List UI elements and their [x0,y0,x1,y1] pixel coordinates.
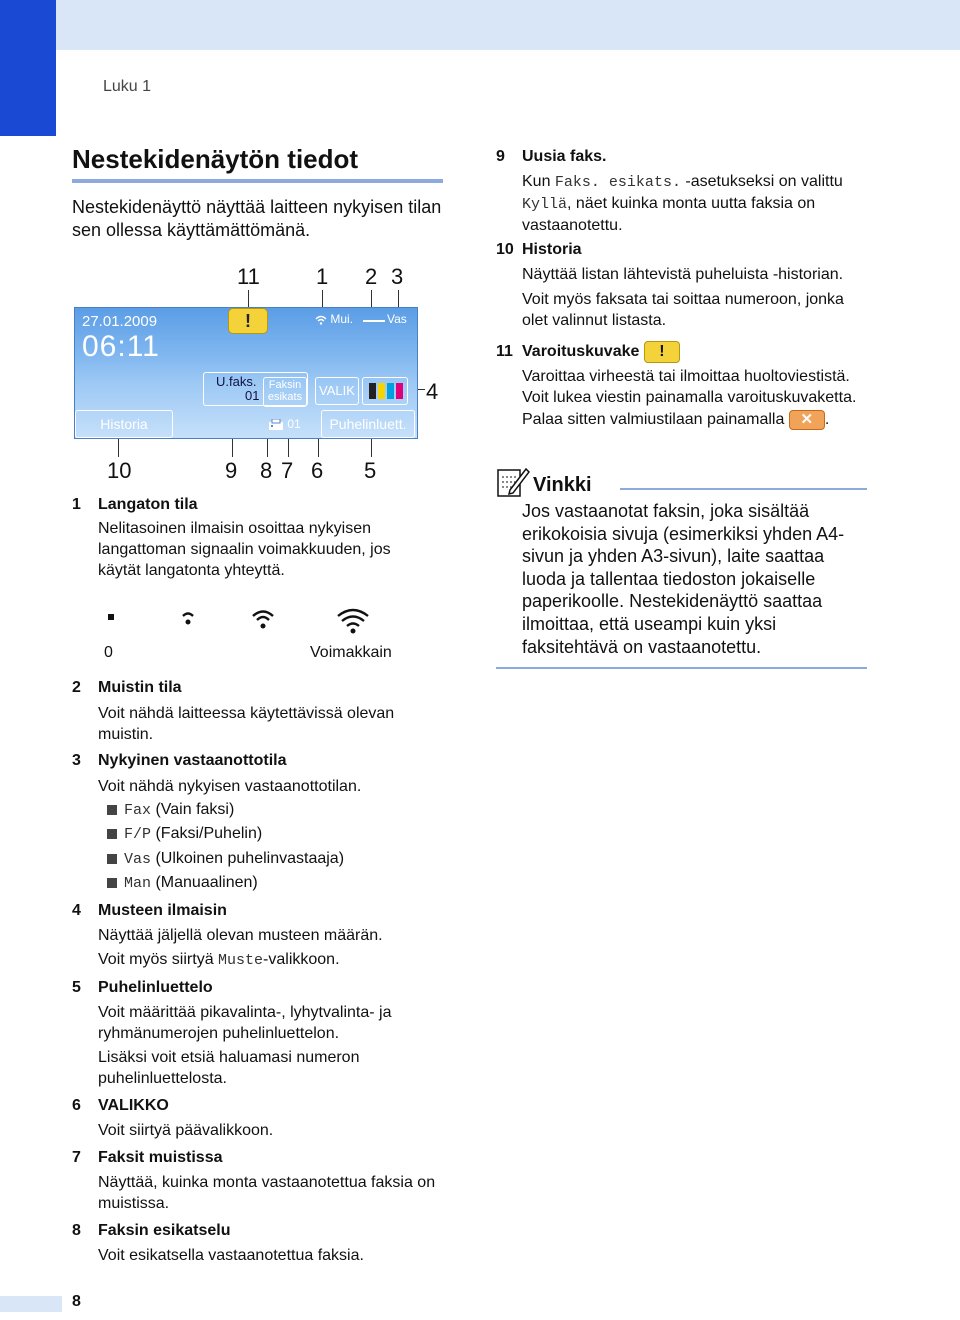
memory-status [315,312,353,326]
history-button[interactable]: Historia [75,410,173,438]
title-underline [72,179,443,183]
item-heading: Faksit muistissa [98,1149,223,1166]
callout-1: 1 [316,264,329,289]
callout-3: 3 [391,264,404,289]
item-text-2: Voit myös faksata tai soittaa numeroon, jonka olet valinnut listasta. [522,291,844,329]
signal-levels-icon [104,608,394,638]
phonebook-button[interactable]: Puhelinluett. [321,410,415,438]
item-heading: Historia [522,241,582,258]
lcd-date: 27.01.2009 [82,313,158,330]
ink-level-icon [363,378,407,404]
mode-code: Man [124,875,152,892]
item-text-2: Voit lukea viestin painamalla varoituskuvaketta. Palaa sitten valmiustilaan painamalla ✕ . [522,389,857,428]
item-number: 9 [496,148,505,165]
callout-9: 9 [225,458,238,483]
receive-mode: Vas [387,312,407,326]
leader-line [118,437,119,457]
callout-5: 5 [364,458,377,483]
item-text: Voit nähdä nykyisen vastaanottotilan. [98,778,362,795]
bullet [107,878,117,888]
item-text: Voit nähdä laitteessa käytettävissä olevan muistin. [98,705,395,743]
item-heading: Muistin tila [98,679,182,696]
item-text: Voit esikatsella vastaanotettua faksia. [98,1247,364,1264]
item-text: Kun Faks. esikats. -asetukseksi on valittu Kyllä, näet kuinka monta uutta faksia on vastaanotettu. [522,173,843,234]
mode-item [124,872,258,894]
new-fax-indicator [213,375,259,403]
fax-icon [268,419,284,431]
callout-6: 6 [311,458,324,483]
item-number: 1 [72,496,81,513]
item-text: Näyttää jäljellä olevan musteen määrän. [98,927,383,944]
signal-max-label: Voimakkain [310,644,392,661]
menu-name: Muste [218,952,264,969]
warning-icon[interactable]: ! [228,308,268,334]
item-number: 5 [72,979,81,996]
item-text-2: Lisäksi voit etsiä haluamasi numeron puhelinluettelosta. [98,1049,360,1087]
mode-code: F/P [124,826,152,843]
item-number: 6 [72,1097,81,1114]
item-number: 8 [72,1222,81,1239]
lcd-screen [74,307,418,439]
item-heading: Varoituskuvake ! [522,341,680,363]
fax-preview-button[interactable] [263,377,307,407]
warning-icon: ! [644,341,680,363]
item-heading: Musteen ilmaisin [98,902,227,919]
item-text: Voit määrittää pikavalinta-, lyhytvalinta- ja ryhmänumerojen puhelinluettelon. [98,1004,392,1042]
signal-min-label: 0 [104,644,113,661]
ink-indicator-button[interactable] [362,377,408,405]
callout-7: 7 [281,458,294,483]
footer-band [0,1296,62,1312]
tip-title: Vinkki [533,474,592,496]
chapter-tab [0,0,56,136]
memory-label: Mui. [330,312,354,326]
chapter-label: Luku 1 [103,78,152,95]
callout-4: 4 [426,379,439,404]
tip-rule [620,488,867,490]
leader-line [371,437,372,457]
item-number: 3 [72,752,81,769]
bullet [107,854,117,864]
item-number: 2 [72,679,81,696]
item-heading: Langaton tila [98,496,198,513]
wifi-icon [315,315,327,325]
mode-desc: (Vain faksi) [155,801,235,818]
setting-value: Kyllä [522,196,568,213]
fax-preview-label-2: esikats [267,391,303,403]
leader-line [248,290,249,308]
fax-preview-label-1: Faksin [268,379,302,391]
callout-2: 2 [365,264,378,289]
close-icon: ✕ [789,410,825,430]
note-pencil-icon [496,466,530,498]
item-number: 7 [72,1149,81,1166]
item-heading: Puhelinluettelo [98,979,213,996]
item-text: Varoittaa virheestä tai ilmoittaa huoltoviestistä. [522,368,850,385]
intro-text: Nestekidenäyttö näyttää laitteen nykyisen tilan sen ollessa käyttämättömänä. [72,197,442,240]
item-number: 4 [72,902,81,919]
fax-memory-indicator [268,414,312,434]
item-heading: Uusia faks. [522,148,607,165]
mode-indicator-bar [363,320,385,322]
page-number: 8 [72,1293,81,1310]
item-text: Voit siirtyä päävalikkoon. [98,1122,274,1139]
item-heading: VALIKKO [98,1097,169,1114]
callout-11: 11 [237,264,260,289]
top-band [0,0,960,50]
mode-code: Fax [124,802,152,819]
bullet [107,805,117,815]
callout-10: 10 [107,458,132,483]
callout-8: 8 [260,458,273,483]
mode-code: Vas [124,851,152,868]
tip-text: Jos vastaanotat faksin, joka sisältää erikokoisia sivuja (esimerkiksi yhden A4-sivun ja yhden A3-sivun), laite saattaa luoda ja tallentaa tiedoston jokaiselle paperikoolle. Nestekidenäyttö saattaa ilmoittaa, että useampi kuin yksi faksitehtävä on vastaanotettu. [522,501,845,657]
mode-item [124,823,262,845]
item-heading: Faksin esikatselu [98,1222,231,1239]
item-heading: Nykyinen vastaanottotila [98,752,287,769]
leader-line [322,290,323,308]
item-text: Näyttää, kuinka monta vastaanotettua faksia on muistissa. [98,1174,436,1212]
tip-bottom-rule [496,667,867,669]
item-text: Nelitasoinen ilmaisin osoittaa nykyisen langattoman signaalin voimakkuuden, jos käytät langatonta yhteyttä. [98,520,391,579]
fax-memory-count: 01 [287,417,301,431]
new-fax-count: 01 [245,388,260,403]
mode-desc: (Manuaalinen) [155,874,258,891]
setting-name: Faks. esikats. [554,174,681,191]
mode-desc: (Ulkoinen puhelinvastaaja) [155,850,345,867]
mode-item [124,799,234,821]
item-text: Näyttää listan lähtevistä puheluista -historian. [522,266,844,283]
new-fax-label: U.faks. [216,374,257,389]
item-number: 10 [496,241,514,258]
mode-desc: (Faksi/Puhelin) [155,825,263,842]
item-number: 11 [496,343,513,360]
menu-button[interactable]: VALIK [315,377,359,405]
item-text-2: Voit myös siirtyä Muste-valikkoon. [98,951,340,969]
mode-item [124,848,344,870]
page-title: Nestekidenäytön tiedot [72,144,359,174]
lcd-time: 06:11 [82,330,160,363]
leader-line [288,437,289,457]
bullet [107,829,117,839]
